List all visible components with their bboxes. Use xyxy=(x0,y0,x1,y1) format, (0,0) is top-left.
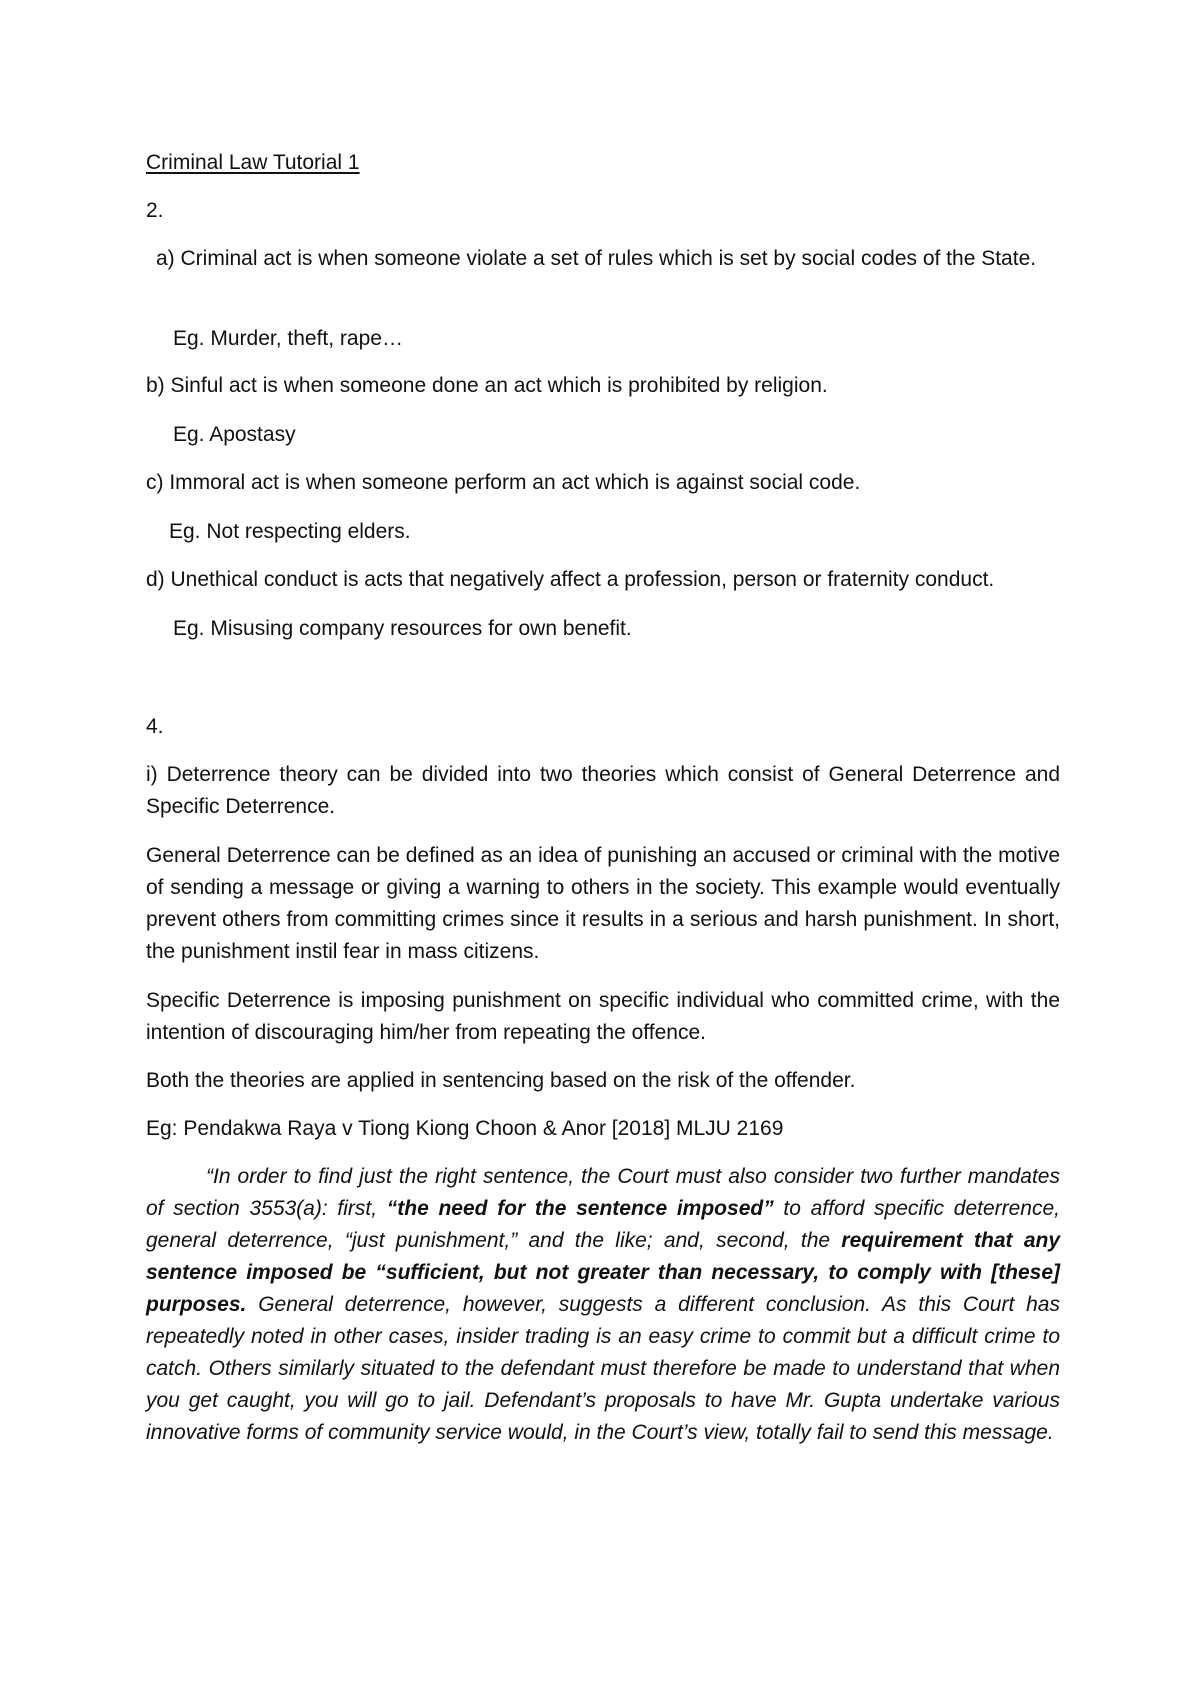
case-citation: Eg: Pendakwa Raya v Tiong Kiong Choon & Anor [2018] MLJU 2169 xyxy=(146,1117,784,1140)
quote-part-2: to afford specific deterrence, general deterrence, “just punishment,” and the like; and, second, the xyxy=(146,1197,1060,1252)
general-deterrence-paragraph: General Deterrence can be defined as an idea of punishing an accused or criminal with the motive of sending a message or giving a warning to others in the society. This example would eventually prevent others from committing crimes since it results in a serious and harsh punishment. In short, the punishment instil fear in mass citizens. xyxy=(146,844,1060,963)
answer-2a-example: Eg. Murder, theft, rape… xyxy=(173,327,403,350)
both-theories-sentence: Both the theories are applied in sentencing based on the risk of the offender. xyxy=(146,1069,856,1092)
quote-part-3: General deterrence, however, suggests a different conclusion. As this Court has repeatedly noted in other cases, insider trading is an easy crime to commit but a difficult crime to catch. Others similarly situated to the defendant must therefore be made to understand that when you get caught, you will go to jail. Defendant’s proposals to have Mr. Gupta undertake various innovative forms of community service would, in the Court’s view, totally fail to send this message. xyxy=(146,1293,1060,1444)
court-quote xyxy=(146,1161,1060,1449)
specific-deterrence-paragraph: Specific Deterrence is imposing punishment on specific individual who committed crime, with the intention of discouraging him/her from repeating the offence. xyxy=(146,989,1060,1044)
answer-2b-example: Eg. Apostasy xyxy=(173,423,296,446)
quote-bold-1: “the need for the sentence imposed” xyxy=(386,1197,774,1220)
answer-2d: d) Unethical conduct is acts that negatively affect a profession, person or fraternity conduct. xyxy=(146,568,995,591)
quote-part-1: “In order to find just the right sentence, the Court must also consider two further mandates of section 3553(a): first, xyxy=(146,1165,1060,1220)
answer-2d-example: Eg. Misusing company resources for own benefit. xyxy=(173,617,632,640)
answer-2b: b) Sinful act is when someone done an act which is prohibited by religion. xyxy=(146,374,828,397)
answer-2c-example: Eg. Not respecting elders. xyxy=(169,520,411,543)
answer-4i: i) Deterrence theory can be divided into two theories which consist of General Deterrence and Specific Deterrence. xyxy=(146,763,1060,818)
question-2-number: 2. xyxy=(146,199,164,222)
answer-2c: c) Immoral act is when someone perform an act which is against social code. xyxy=(146,471,861,494)
quote-bold-2: requirement that any sentence imposed be “sufficient, but not greater than necessary, to comply with [these] purposes. xyxy=(146,1229,1061,1316)
document-title: Criminal Law Tutorial 1 xyxy=(146,151,360,174)
answer-2a: a) Criminal act is when someone violate a set of rules which is set by social codes of the State. xyxy=(156,247,1037,270)
question-4-number: 4. xyxy=(146,715,164,738)
